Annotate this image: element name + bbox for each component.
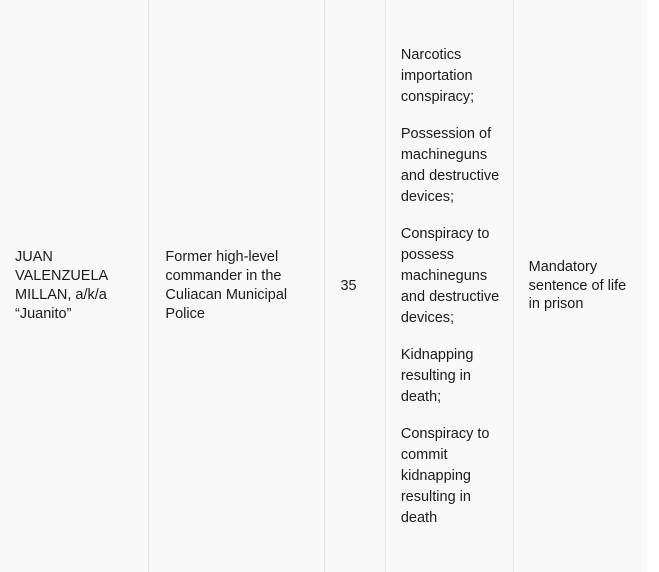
age-cell (325, 0, 385, 572)
name-cell (0, 0, 149, 572)
sentence-cell (513, 0, 647, 572)
charge-item: Kidnapping resulting in death; (400, 347, 474, 405)
charge-item: Possession of machineguns and destructive devices; (400, 126, 500, 205)
defendant-age: 35 (340, 277, 357, 294)
charge-item: Conspiracy to possess machineguns and destructive devices; (400, 226, 500, 326)
defendant-name: JUAN VALENZUELA MILLAN, a/k/a “Juanito” (15, 249, 108, 322)
position-cell (149, 0, 325, 572)
charges-list (386, 31, 513, 541)
charge-item: Conspiracy to commit kidnapping resulting in death (400, 426, 490, 526)
defendant-sentence: Mandatory sentence of life in prison (528, 258, 627, 313)
charges-cell (385, 0, 513, 572)
charge-item: Narcotics importation conspiracy; (400, 47, 475, 105)
defendant-position: Former high-level commander in the Culiacan Municipal Police (165, 249, 288, 322)
